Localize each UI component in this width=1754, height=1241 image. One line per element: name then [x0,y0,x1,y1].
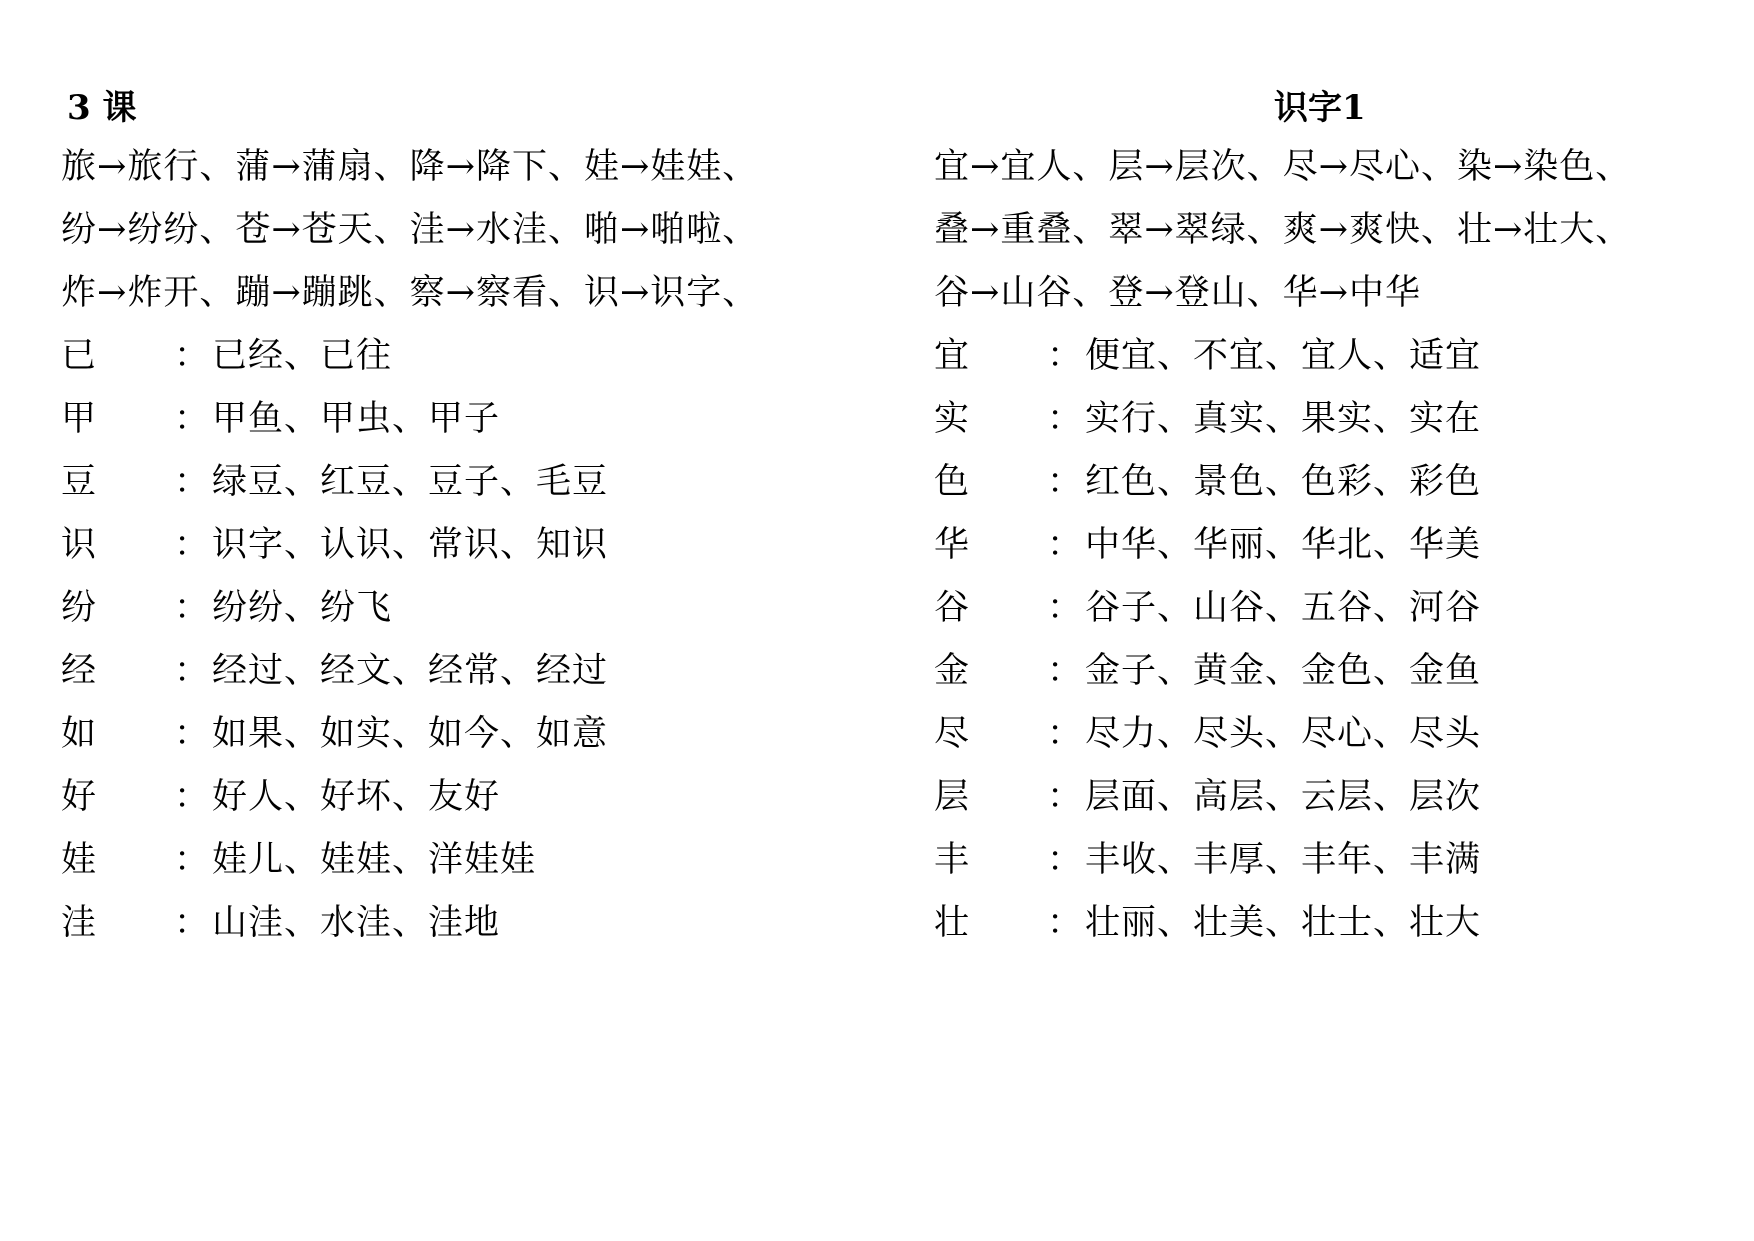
colon: ： [1047,462,1083,502]
colon: ： [174,777,210,817]
word-list: 中华、华丽、华北、华美 [1085,525,1482,565]
character-entry [61,451,861,514]
right-column [934,80,1734,955]
character-entry [934,640,1734,703]
character: 尽 [934,714,970,754]
word-list: 绿豆、红豆、豆子、毛豆 [212,462,609,502]
word-chain-line: 炸→炸开、蹦→蹦跳、察→察看、识→识字、 [61,273,759,313]
colon: ： [1047,336,1083,376]
character-entry [934,703,1734,766]
colon: ： [1047,588,1083,628]
word-list: 娃儿、娃娃、洋娃娃 [212,840,537,880]
word-chain-line: 旅→旅行、蒲→蒲扇、降→降下、娃→娃娃、 [61,147,759,187]
character-entry [934,388,1734,451]
word-list: 如果、如实、如今、如意 [212,714,609,754]
word-list: 尽力、尽头、尽心、尽头 [1085,714,1482,754]
character-word-list [61,325,861,955]
character-entry [61,829,861,892]
word-list: 好人、好坏、友好 [212,777,501,817]
character-entry [61,388,861,451]
colon: ： [174,714,210,754]
character-entry [934,514,1734,577]
character-entry [61,325,861,388]
character-entry [61,703,861,766]
character-entry [61,514,861,577]
word-chain-block [61,136,861,325]
character: 纷 [61,588,97,628]
word-list: 纷纷、纷飞 [212,588,393,628]
colon: ： [174,336,210,376]
character: 壮 [934,903,970,943]
character-entry [61,577,861,640]
word-list: 经过、经文、经常、经过 [212,651,609,691]
character: 如 [61,714,97,754]
word-list: 壮丽、壮美、壮士、壮大 [1085,903,1482,943]
character-entry [61,892,861,955]
character: 谷 [934,588,970,628]
word-list: 谷子、山谷、五谷、河谷 [1085,588,1482,628]
character-entry [934,892,1734,955]
colon: ： [1047,840,1083,880]
character: 华 [934,525,970,565]
colon: ： [1047,399,1083,439]
colon: ： [1047,777,1083,817]
character: 宜 [934,336,970,376]
character-entry [934,829,1734,892]
word-chain-line: 纷→纷纷、苍→苍天、洼→水洼、啪→啪啦、 [61,210,759,250]
character-entry [61,640,861,703]
character: 层 [934,777,970,817]
word-list: 识字、认识、常识、知识 [212,525,609,565]
character: 丰 [934,840,970,880]
character: 经 [61,651,97,691]
word-list: 已经、已往 [212,336,393,376]
character-entry [934,325,1734,388]
word-list: 山洼、水洼、洼地 [212,903,501,943]
colon: ： [1047,525,1083,565]
colon: ： [174,525,210,565]
character-entry [934,451,1734,514]
character: 已 [61,336,97,376]
character: 豆 [61,462,97,502]
character: 金 [934,651,970,691]
colon: ： [174,840,210,880]
lesson-heading: 3 课 [67,88,137,128]
character-entry [61,766,861,829]
left-column [61,80,861,955]
word-chain-block [934,136,1734,325]
colon: ： [174,651,210,691]
character: 甲 [61,399,97,439]
word-list: 丰收、丰厚、丰年、丰满 [1085,840,1482,880]
word-chain-line: 宜→宜人、层→层次、尽→尽心、染→染色、 [934,147,1632,187]
word-list: 便宜、不宜、宜人、适宜 [1085,336,1482,376]
character-entry [934,577,1734,640]
word-chain-line: 叠→重叠、翠→翠绿、爽→爽快、壮→壮大、 [934,210,1632,250]
character: 实 [934,399,970,439]
lesson-heading: 识字1 [1274,88,1366,128]
character-entry [934,766,1734,829]
colon: ： [174,399,210,439]
word-list: 金子、黄金、金色、金鱼 [1085,651,1482,691]
character: 色 [934,462,970,502]
colon: ： [174,462,210,502]
colon: ： [1047,651,1083,691]
colon: ： [174,588,210,628]
word-list: 实行、真实、果实、实在 [1085,399,1482,439]
colon: ： [1047,714,1083,754]
colon: ： [174,903,210,943]
character: 娃 [61,840,97,880]
character: 识 [61,525,97,565]
word-list: 层面、高层、云层、层次 [1085,777,1482,817]
character: 好 [61,777,97,817]
colon: ： [1047,903,1083,943]
word-chain-line: 谷→山谷、登→登山、华→中华 [934,273,1421,313]
word-list: 红色、景色、色彩、彩色 [1085,462,1482,502]
character-word-list [934,325,1734,955]
character: 洼 [61,903,97,943]
word-list: 甲鱼、甲虫、甲子 [212,399,501,439]
